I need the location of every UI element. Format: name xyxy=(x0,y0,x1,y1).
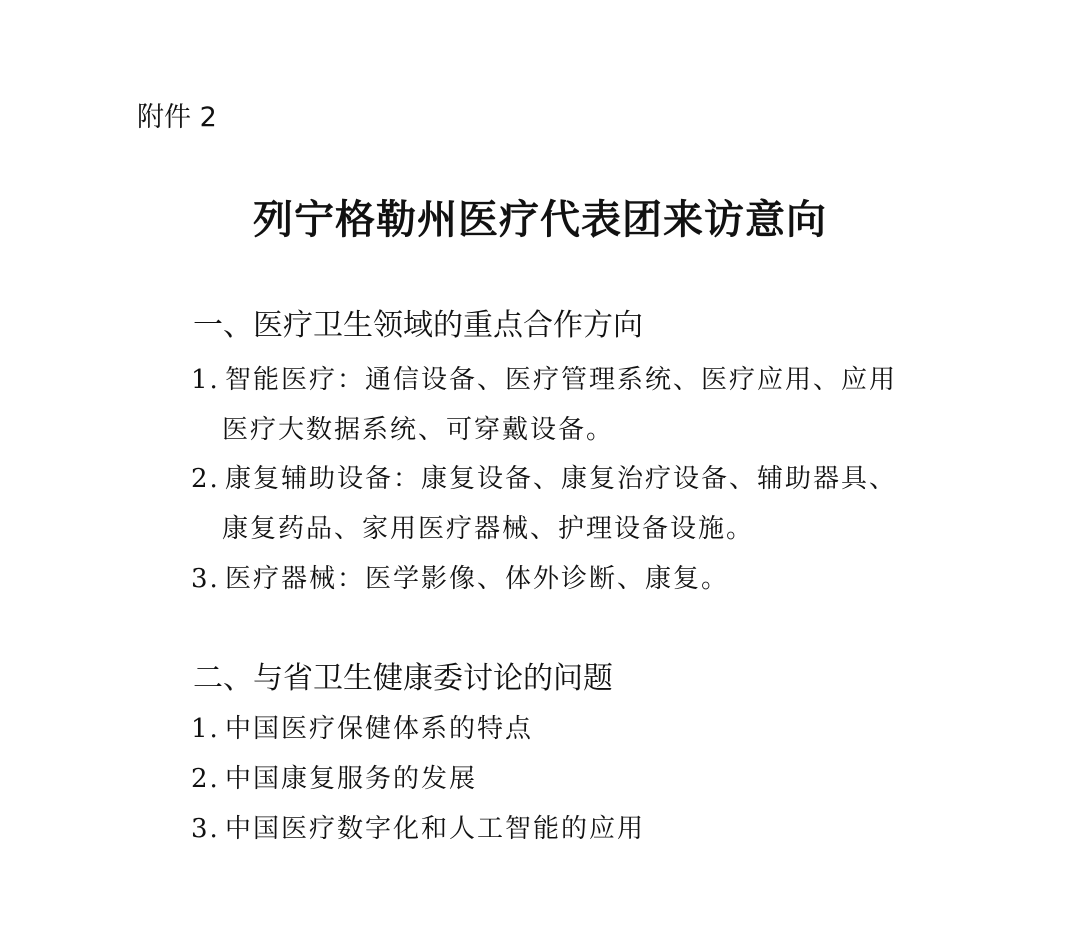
list-item xyxy=(191,461,897,497)
item-text: 中国医疗数字化和人工智能的应用 xyxy=(225,814,646,844)
item-text: 中国康复服务的发展 xyxy=(225,764,478,794)
list-item xyxy=(191,711,533,747)
item-number: 2. xyxy=(191,764,220,794)
item-number: 3. xyxy=(191,564,220,594)
item-continuation: 医疗大数据系统、可穿戴设备。 xyxy=(222,415,615,445)
item-number: 1. xyxy=(191,365,220,395)
item-text: 智能医疗：通信设备、医疗管理系统、医疗应用、应用 xyxy=(225,365,898,395)
section-heading-discussion: 二、与省卫生健康委讨论的问题 xyxy=(193,661,613,696)
item-number: 2. xyxy=(191,464,220,494)
document-title: 列宁格勒州医疗代表团来访意向 xyxy=(253,197,827,243)
item-number: 3. xyxy=(191,814,220,844)
item-text: 医疗器械：医学影像、体外诊断、康复。 xyxy=(225,564,730,594)
item-continuation: 康复药品、家用医疗器械、护理设备设施。 xyxy=(222,514,755,544)
list-item xyxy=(191,362,897,398)
item-number: 1. xyxy=(191,714,220,744)
list-item xyxy=(191,761,477,797)
item-text: 康复辅助设备：康复设备、康复治疗设备、辅助器具、 xyxy=(225,464,898,494)
list-item xyxy=(191,811,645,847)
section-heading-cooperation: 一、医疗卫生领域的重点合作方向 xyxy=(193,308,643,343)
item-text: 中国医疗保健体系的特点 xyxy=(225,714,534,744)
list-item xyxy=(191,561,729,597)
attachment-label: 附件 2 xyxy=(137,102,217,133)
